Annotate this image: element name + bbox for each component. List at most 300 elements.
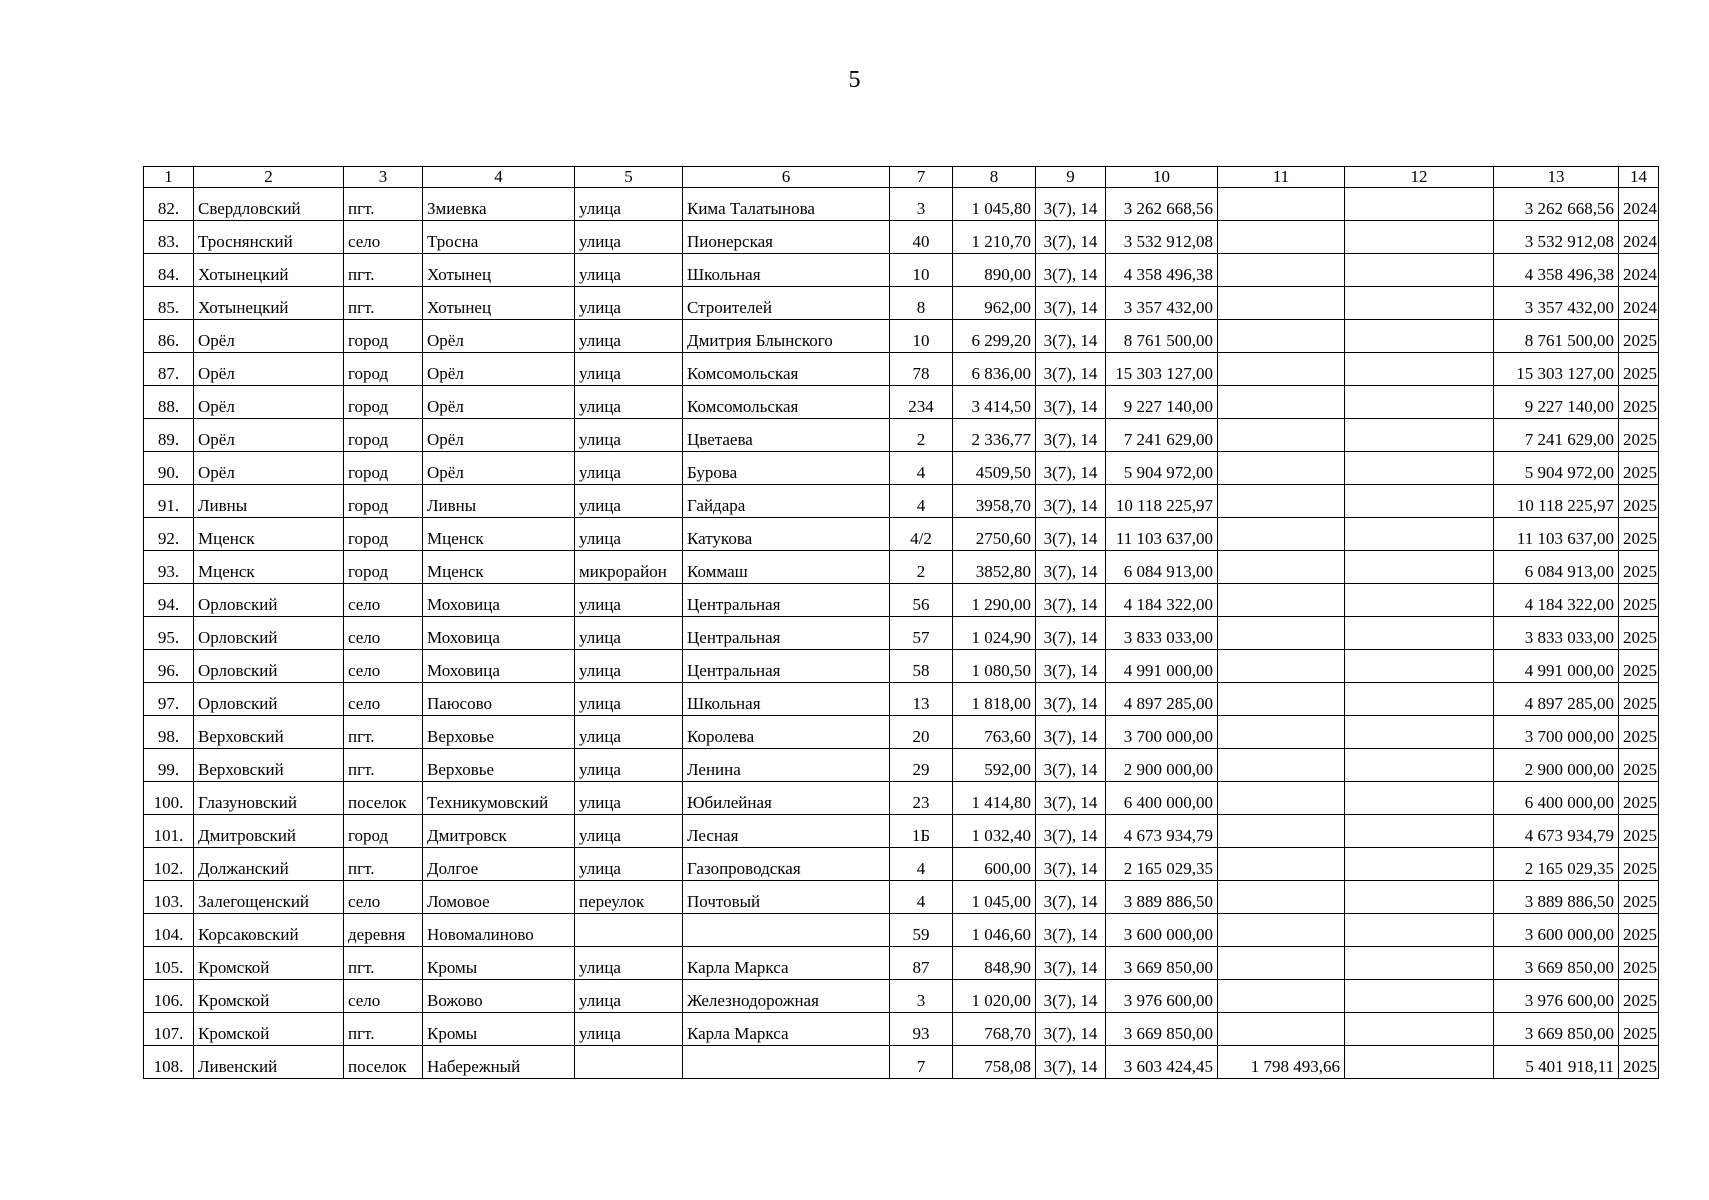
row-number-cell: 106. [144, 980, 194, 1013]
year-cell: 2025 [1619, 914, 1659, 947]
amount-cell [1218, 683, 1345, 716]
table-row [144, 551, 1659, 584]
settlement-type-cell: город [344, 386, 423, 419]
amount-cell: 3 889 886,50 [1106, 881, 1218, 914]
total-cell: 5 401 918,11 [1494, 1046, 1619, 1079]
total-cell: 3 357 432,00 [1494, 287, 1619, 320]
district-cell: Орёл [194, 419, 344, 452]
row-number-cell: 100. [144, 782, 194, 815]
year-cell: 2025 [1619, 1046, 1659, 1079]
column-header: 10 [1106, 167, 1218, 188]
area-cell: 1 046,60 [953, 914, 1036, 947]
amount-cell [1218, 848, 1345, 881]
amount-cell: 4 991 000,00 [1106, 650, 1218, 683]
house-number-cell: 4 [890, 452, 953, 485]
section-cell: 3(7), 14 [1036, 815, 1106, 848]
amount-cell: 3 600 000,00 [1106, 914, 1218, 947]
street-type-cell: улица [575, 683, 683, 716]
section-cell: 3(7), 14 [1036, 485, 1106, 518]
settlement-type-cell: поселок [344, 1046, 423, 1079]
street-cell: Комсомольская [683, 353, 890, 386]
area-cell: 2750,60 [953, 518, 1036, 551]
house-number-cell: 3 [890, 188, 953, 221]
row-number-cell: 93. [144, 551, 194, 584]
street-cell: Железнодорожная [683, 980, 890, 1013]
amount-cell [1345, 518, 1494, 551]
amount-cell [1345, 980, 1494, 1013]
year-cell: 2025 [1619, 452, 1659, 485]
settlement-type-cell: село [344, 650, 423, 683]
district-cell: Орёл [194, 320, 344, 353]
total-cell: 4 991 000,00 [1494, 650, 1619, 683]
amount-cell [1218, 650, 1345, 683]
table-row [144, 353, 1659, 386]
column-header: 6 [683, 167, 890, 188]
area-cell: 6 836,00 [953, 353, 1036, 386]
house-number-cell: 58 [890, 650, 953, 683]
area-cell: 3958,70 [953, 485, 1036, 518]
district-cell: Свердловский [194, 188, 344, 221]
house-number-cell: 8 [890, 287, 953, 320]
settlement-type-cell: город [344, 551, 423, 584]
amount-cell [1218, 485, 1345, 518]
amount-cell [1345, 683, 1494, 716]
amount-cell [1345, 1013, 1494, 1046]
table-row [144, 188, 1659, 221]
amount-cell [1345, 782, 1494, 815]
section-cell: 3(7), 14 [1036, 749, 1106, 782]
year-cell: 2025 [1619, 320, 1659, 353]
district-cell: Орловский [194, 650, 344, 683]
amount-cell [1345, 749, 1494, 782]
house-number-cell: 59 [890, 914, 953, 947]
year-cell: 2025 [1619, 419, 1659, 452]
row-number-cell: 98. [144, 716, 194, 749]
section-cell: 3(7), 14 [1036, 782, 1106, 815]
table-body [144, 188, 1659, 1079]
amount-cell [1345, 386, 1494, 419]
house-number-cell: 4 [890, 881, 953, 914]
table-row [144, 221, 1659, 254]
row-number-cell: 101. [144, 815, 194, 848]
total-cell: 3 700 000,00 [1494, 716, 1619, 749]
table-row [144, 980, 1659, 1013]
year-cell: 2025 [1619, 716, 1659, 749]
total-cell: 4 184 322,00 [1494, 584, 1619, 617]
section-cell: 3(7), 14 [1036, 518, 1106, 551]
settlement-type-cell: село [344, 980, 423, 1013]
area-cell: 4509,50 [953, 452, 1036, 485]
section-cell: 3(7), 14 [1036, 452, 1106, 485]
total-cell: 2 165 029,35 [1494, 848, 1619, 881]
settlement-type-cell: город [344, 485, 423, 518]
section-cell: 3(7), 14 [1036, 914, 1106, 947]
column-header: 9 [1036, 167, 1106, 188]
row-number-cell: 94. [144, 584, 194, 617]
amount-cell: 8 761 500,00 [1106, 320, 1218, 353]
street-type-cell [575, 1046, 683, 1079]
table-row [144, 452, 1659, 485]
table-header [144, 167, 1659, 188]
total-cell: 6 084 913,00 [1494, 551, 1619, 584]
street-cell: Школьная [683, 254, 890, 287]
street-type-cell: микрорайон [575, 551, 683, 584]
year-cell: 2025 [1619, 881, 1659, 914]
district-cell: Мценск [194, 518, 344, 551]
settlement-cell: Новомалиново [423, 914, 575, 947]
house-number-cell: 93 [890, 1013, 953, 1046]
amount-cell [1345, 551, 1494, 584]
settlement-type-cell: пгт. [344, 1013, 423, 1046]
total-cell: 3 669 850,00 [1494, 947, 1619, 980]
amount-cell: 4 184 322,00 [1106, 584, 1218, 617]
district-cell: Корсаковский [194, 914, 344, 947]
settlement-type-cell: пгт. [344, 254, 423, 287]
section-cell: 3(7), 14 [1036, 1013, 1106, 1046]
house-number-cell: 4 [890, 485, 953, 518]
street-cell: Карла Маркса [683, 947, 890, 980]
table-row [144, 386, 1659, 419]
district-cell: Залегощенский [194, 881, 344, 914]
street-cell: Катукова [683, 518, 890, 551]
house-number-cell: 1Б [890, 815, 953, 848]
settlement-type-cell: город [344, 419, 423, 452]
row-number-cell: 88. [144, 386, 194, 419]
area-cell: 2 336,77 [953, 419, 1036, 452]
register-table [143, 166, 1659, 1079]
amount-cell: 3 976 600,00 [1106, 980, 1218, 1013]
house-number-cell: 40 [890, 221, 953, 254]
settlement-cell: Паюсово [423, 683, 575, 716]
year-cell: 2025 [1619, 551, 1659, 584]
settlement-cell: Моховица [423, 584, 575, 617]
area-cell: 1 080,50 [953, 650, 1036, 683]
settlement-type-cell: село [344, 617, 423, 650]
section-cell: 3(7), 14 [1036, 353, 1106, 386]
settlement-type-cell: город [344, 518, 423, 551]
amount-cell: 15 303 127,00 [1106, 353, 1218, 386]
street-cell: Цветаева [683, 419, 890, 452]
amount-cell [1218, 584, 1345, 617]
street-type-cell: улица [575, 1013, 683, 1046]
house-number-cell: 56 [890, 584, 953, 617]
total-cell: 9 227 140,00 [1494, 386, 1619, 419]
settlement-cell: Вожово [423, 980, 575, 1013]
settlement-cell: Набережный [423, 1046, 575, 1079]
section-cell: 3(7), 14 [1036, 188, 1106, 221]
year-cell: 2025 [1619, 617, 1659, 650]
year-cell: 2025 [1619, 980, 1659, 1013]
street-cell: Центральная [683, 617, 890, 650]
amount-cell [1345, 914, 1494, 947]
settlement-cell: Хотынец [423, 254, 575, 287]
column-header: 13 [1494, 167, 1619, 188]
house-number-cell: 23 [890, 782, 953, 815]
district-cell: Дмитровский [194, 815, 344, 848]
column-header: 5 [575, 167, 683, 188]
table-row [144, 914, 1659, 947]
table-row [144, 650, 1659, 683]
year-cell: 2025 [1619, 1013, 1659, 1046]
column-header: 12 [1345, 167, 1494, 188]
district-cell: Троснянский [194, 221, 344, 254]
amount-cell [1218, 716, 1345, 749]
table-row [144, 815, 1659, 848]
district-cell: Орёл [194, 386, 344, 419]
street-type-cell: улица [575, 848, 683, 881]
year-cell: 2024 [1619, 287, 1659, 320]
area-cell: 3852,80 [953, 551, 1036, 584]
area-cell: 768,70 [953, 1013, 1036, 1046]
settlement-type-cell: пгт. [344, 287, 423, 320]
column-header: 4 [423, 167, 575, 188]
area-cell: 600,00 [953, 848, 1036, 881]
column-header: 11 [1218, 167, 1345, 188]
house-number-cell: 4 [890, 848, 953, 881]
year-cell: 2024 [1619, 221, 1659, 254]
area-cell: 890,00 [953, 254, 1036, 287]
district-cell: Кромской [194, 947, 344, 980]
amount-cell [1218, 617, 1345, 650]
section-cell: 3(7), 14 [1036, 584, 1106, 617]
total-cell: 7 241 629,00 [1494, 419, 1619, 452]
settlement-cell: Тросна [423, 221, 575, 254]
settlement-cell: Орёл [423, 419, 575, 452]
section-cell: 3(7), 14 [1036, 287, 1106, 320]
area-cell: 3 414,50 [953, 386, 1036, 419]
amount-cell [1218, 386, 1345, 419]
table-row [144, 1013, 1659, 1046]
total-cell: 15 303 127,00 [1494, 353, 1619, 386]
street-cell [683, 1046, 890, 1079]
settlement-type-cell: город [344, 320, 423, 353]
area-cell: 1 045,80 [953, 188, 1036, 221]
amount-cell: 1 798 493,66 [1218, 1046, 1345, 1079]
street-cell: Газопроводская [683, 848, 890, 881]
year-cell: 2025 [1619, 683, 1659, 716]
year-cell: 2025 [1619, 815, 1659, 848]
page-number: 5 [848, 67, 861, 93]
row-number-cell: 105. [144, 947, 194, 980]
year-cell: 2025 [1619, 518, 1659, 551]
amount-cell: 4 358 496,38 [1106, 254, 1218, 287]
total-cell: 4 673 934,79 [1494, 815, 1619, 848]
amount-cell [1345, 716, 1494, 749]
amount-cell [1345, 848, 1494, 881]
settlement-type-cell: пгт. [344, 188, 423, 221]
section-cell: 3(7), 14 [1036, 650, 1106, 683]
area-cell: 1 290,00 [953, 584, 1036, 617]
row-number-cell: 89. [144, 419, 194, 452]
district-cell: Ливны [194, 485, 344, 518]
amount-cell [1345, 452, 1494, 485]
row-number-cell: 95. [144, 617, 194, 650]
street-cell: Королева [683, 716, 890, 749]
street-type-cell: улица [575, 980, 683, 1013]
street-type-cell: улица [575, 716, 683, 749]
street-cell: Кима Талатынова [683, 188, 890, 221]
column-header: 1 [144, 167, 194, 188]
amount-cell [1345, 320, 1494, 353]
column-header: 2 [194, 167, 344, 188]
house-number-cell: 10 [890, 254, 953, 287]
table-row [144, 287, 1659, 320]
street-cell: Пионерская [683, 221, 890, 254]
amount-cell [1218, 815, 1345, 848]
house-number-cell: 2 [890, 419, 953, 452]
area-cell: 6 299,20 [953, 320, 1036, 353]
street-type-cell: улица [575, 188, 683, 221]
amount-cell [1218, 551, 1345, 584]
amount-cell [1345, 617, 1494, 650]
house-number-cell: 10 [890, 320, 953, 353]
street-type-cell: улица [575, 782, 683, 815]
section-cell: 3(7), 14 [1036, 254, 1106, 287]
row-number-cell: 104. [144, 914, 194, 947]
amount-cell [1345, 485, 1494, 518]
district-cell: Орёл [194, 452, 344, 485]
amount-cell [1218, 914, 1345, 947]
section-cell: 3(7), 14 [1036, 617, 1106, 650]
area-cell: 758,08 [953, 1046, 1036, 1079]
street-type-cell: улица [575, 518, 683, 551]
total-cell: 3 889 886,50 [1494, 881, 1619, 914]
total-cell: 3 669 850,00 [1494, 1013, 1619, 1046]
house-number-cell: 20 [890, 716, 953, 749]
section-cell: 3(7), 14 [1036, 551, 1106, 584]
district-cell: Орловский [194, 617, 344, 650]
street-type-cell: улица [575, 584, 683, 617]
row-number-cell: 83. [144, 221, 194, 254]
district-cell: Орловский [194, 683, 344, 716]
area-cell: 1 032,40 [953, 815, 1036, 848]
street-cell: Лесная [683, 815, 890, 848]
area-cell: 1 020,00 [953, 980, 1036, 1013]
amount-cell [1345, 254, 1494, 287]
total-cell: 6 400 000,00 [1494, 782, 1619, 815]
street-type-cell: переулок [575, 881, 683, 914]
street-type-cell: улица [575, 221, 683, 254]
settlement-cell: Ломовое [423, 881, 575, 914]
table-row [144, 584, 1659, 617]
settlement-type-cell: пгт. [344, 848, 423, 881]
amount-cell: 5 904 972,00 [1106, 452, 1218, 485]
amount-cell: 3 833 033,00 [1106, 617, 1218, 650]
amount-cell: 4 897 285,00 [1106, 683, 1218, 716]
row-number-cell: 96. [144, 650, 194, 683]
amount-cell [1345, 584, 1494, 617]
section-cell: 3(7), 14 [1036, 848, 1106, 881]
amount-cell: 9 227 140,00 [1106, 386, 1218, 419]
house-number-cell: 7 [890, 1046, 953, 1079]
amount-cell [1218, 980, 1345, 1013]
total-cell: 4 897 285,00 [1494, 683, 1619, 716]
settlement-type-cell: деревня [344, 914, 423, 947]
street-cell: Почтовый [683, 881, 890, 914]
row-number-cell: 99. [144, 749, 194, 782]
settlement-type-cell: город [344, 452, 423, 485]
settlement-type-cell: город [344, 815, 423, 848]
area-cell: 962,00 [953, 287, 1036, 320]
district-cell: Кромской [194, 980, 344, 1013]
total-cell: 3 262 668,56 [1494, 188, 1619, 221]
total-cell: 10 118 225,97 [1494, 485, 1619, 518]
street-type-cell: улица [575, 254, 683, 287]
street-type-cell: улица [575, 617, 683, 650]
table-row [144, 419, 1659, 452]
settlement-type-cell: село [344, 683, 423, 716]
street-type-cell: улица [575, 947, 683, 980]
street-cell: Центральная [683, 584, 890, 617]
settlement-type-cell: пгт. [344, 947, 423, 980]
section-cell: 3(7), 14 [1036, 980, 1106, 1013]
street-cell: Бурова [683, 452, 890, 485]
year-cell: 2025 [1619, 485, 1659, 518]
year-cell: 2025 [1619, 386, 1659, 419]
section-cell: 3(7), 14 [1036, 947, 1106, 980]
street-type-cell [575, 914, 683, 947]
amount-cell: 2 900 000,00 [1106, 749, 1218, 782]
amount-cell [1218, 254, 1345, 287]
street-type-cell: улица [575, 353, 683, 386]
street-cell: Дмитрия Блынского [683, 320, 890, 353]
table-row [144, 683, 1659, 716]
total-cell: 8 761 500,00 [1494, 320, 1619, 353]
amount-cell: 10 118 225,97 [1106, 485, 1218, 518]
year-cell: 2025 [1619, 848, 1659, 881]
amount-cell [1345, 881, 1494, 914]
settlement-type-cell: пгт. [344, 749, 423, 782]
district-cell: Глазуновский [194, 782, 344, 815]
amount-cell [1218, 419, 1345, 452]
year-cell: 2025 [1619, 353, 1659, 386]
settlement-cell: Орёл [423, 386, 575, 419]
total-cell: 3 600 000,00 [1494, 914, 1619, 947]
settlement-cell: Дмитровск [423, 815, 575, 848]
amount-cell [1218, 452, 1345, 485]
amount-cell [1345, 419, 1494, 452]
amount-cell [1218, 947, 1345, 980]
amount-cell [1218, 1013, 1345, 1046]
table-row [144, 749, 1659, 782]
column-header: 14 [1619, 167, 1659, 188]
amount-cell [1345, 650, 1494, 683]
district-cell: Хотынецкий [194, 287, 344, 320]
street-type-cell: улица [575, 287, 683, 320]
settlement-cell: Змиевка [423, 188, 575, 221]
street-cell: Юбилейная [683, 782, 890, 815]
row-number-cell: 92. [144, 518, 194, 551]
amount-cell: 3 669 850,00 [1106, 1013, 1218, 1046]
amount-cell: 3 603 424,45 [1106, 1046, 1218, 1079]
street-cell: Гайдара [683, 485, 890, 518]
amount-cell [1218, 188, 1345, 221]
year-cell: 2025 [1619, 650, 1659, 683]
row-number-cell: 82. [144, 188, 194, 221]
year-cell: 2025 [1619, 947, 1659, 980]
amount-cell: 3 700 000,00 [1106, 716, 1218, 749]
district-cell: Верховский [194, 749, 344, 782]
column-header: 3 [344, 167, 423, 188]
row-number-cell: 97. [144, 683, 194, 716]
amount-cell [1218, 782, 1345, 815]
table-row [144, 848, 1659, 881]
amount-cell: 6 400 000,00 [1106, 782, 1218, 815]
section-cell: 3(7), 14 [1036, 881, 1106, 914]
row-number-cell: 87. [144, 353, 194, 386]
settlement-cell: Орёл [423, 353, 575, 386]
amount-cell [1345, 1046, 1494, 1079]
